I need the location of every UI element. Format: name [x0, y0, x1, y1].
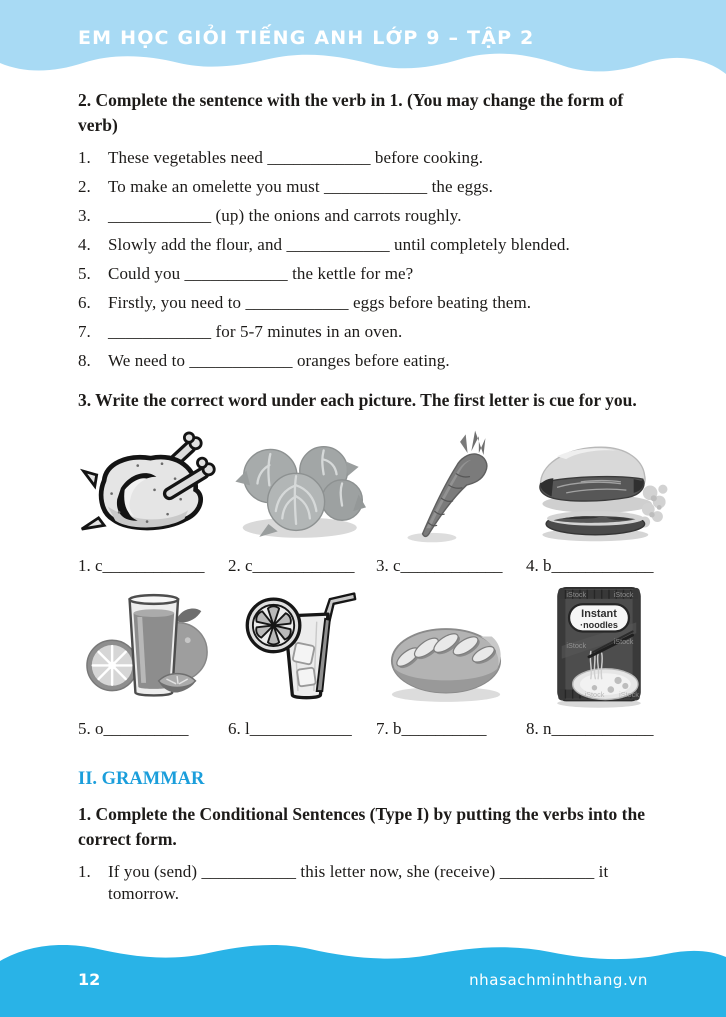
list-item	[78, 147, 650, 169]
picture-label: 4. b____________	[526, 556, 654, 576]
item-number: 1.	[78, 862, 91, 882]
exercise2-heading: 2. Complete the sentence with the verb in 1. (You may change the form of verb)	[78, 90, 624, 136]
instant-noodles-icon	[540, 582, 658, 710]
picture-bread	[376, 586, 516, 749]
item-number: 2.	[78, 177, 91, 197]
cabbages-icon	[228, 431, 366, 547]
list-item	[78, 234, 650, 256]
orange-juice-icon	[85, 584, 211, 710]
item-number: 1.	[78, 148, 91, 168]
picture-label: 7. b__________	[376, 719, 487, 739]
grammar-exercise-heading: 1. Complete the Conditional Sentences (Type I) by putting the verbs into the correct form.	[78, 804, 645, 850]
item-text: We need to ____________ oranges before eating.	[108, 351, 450, 371]
picture-instant-noodles	[526, 586, 672, 749]
chicken-icon	[78, 429, 218, 547]
watermark-text: iStock	[613, 637, 634, 647]
exercise2-list	[78, 147, 650, 372]
item-text: Firstly, you need to ____________ eggs before beating them.	[108, 293, 532, 313]
picture-carrot	[376, 423, 516, 586]
picture-label: 8. n____________	[526, 719, 654, 739]
picture-orange-juice	[78, 586, 218, 749]
item-number: 4.	[78, 235, 91, 255]
picture-label: 5. o__________	[78, 719, 189, 739]
book-title: EM HỌC GIỎI TIẾNG ANH LỚP 9 – TẬP 2	[78, 27, 535, 49]
watermark-text: iStock	[566, 590, 587, 600]
bread-icon	[376, 606, 516, 710]
picture-label: 6. l____________	[228, 719, 352, 739]
list-item	[78, 205, 650, 227]
watermark-text: iStock	[566, 640, 587, 650]
list-item	[78, 321, 650, 343]
watermark-text: iStock	[613, 590, 634, 600]
item-text: If you (send) ___________ this letter now, she (receive) ___________ it tomorrow.	[108, 862, 609, 904]
item-number: 5.	[78, 264, 91, 284]
carrot-icon	[394, 425, 498, 547]
publisher-website: nhasachminhthang.vn	[469, 971, 648, 989]
picture-label: 1. c____________	[78, 556, 205, 576]
item-text: ____________ (up) the onions and carrots roughly.	[108, 206, 462, 226]
noodles-label-line1: Instant	[581, 608, 617, 621]
list-item	[78, 292, 650, 314]
item-text: Could you ____________ the kettle for me?	[108, 264, 414, 284]
picture-lemonade	[228, 586, 366, 749]
picture-chicken	[78, 423, 218, 586]
grammar-section-heading: II. GRAMMAR	[78, 769, 205, 790]
picture-grid	[78, 423, 654, 749]
item-text: To make an omelette you must ____________ the eggs.	[108, 177, 493, 197]
noodles-label-line2: ·noodles	[580, 619, 618, 630]
list-item	[78, 176, 650, 198]
grammar-list	[78, 861, 650, 905]
item-text: ____________ for 5-7 minutes in an oven.	[108, 322, 403, 342]
watermark-text: iStock	[584, 689, 605, 699]
beef-icon	[526, 435, 672, 547]
list-item	[78, 350, 650, 372]
picture-label: 3. c____________	[376, 556, 503, 576]
picture-cabbages	[228, 423, 366, 586]
item-text: Slowly add the flour, and ____________ until completely blended.	[108, 235, 570, 255]
list-item	[78, 263, 650, 285]
item-text: These vegetables need ____________ before cooking.	[108, 148, 484, 168]
page-number: 12	[78, 970, 101, 989]
picture-label: 2. c____________	[228, 556, 355, 576]
list-item	[78, 861, 650, 905]
picture-beef	[526, 423, 672, 586]
watermark-text: iStock	[619, 689, 639, 699]
exercise3-heading: 3. Write the correct word under each picture. The first letter is cue for you.	[78, 390, 637, 411]
lemonade-icon	[236, 584, 358, 710]
item-number: 6.	[78, 293, 91, 313]
item-number: 7.	[78, 322, 91, 342]
item-number: 3.	[78, 206, 91, 226]
item-number: 8.	[78, 351, 91, 371]
page-content	[78, 88, 654, 912]
footer-wave	[0, 921, 726, 1017]
